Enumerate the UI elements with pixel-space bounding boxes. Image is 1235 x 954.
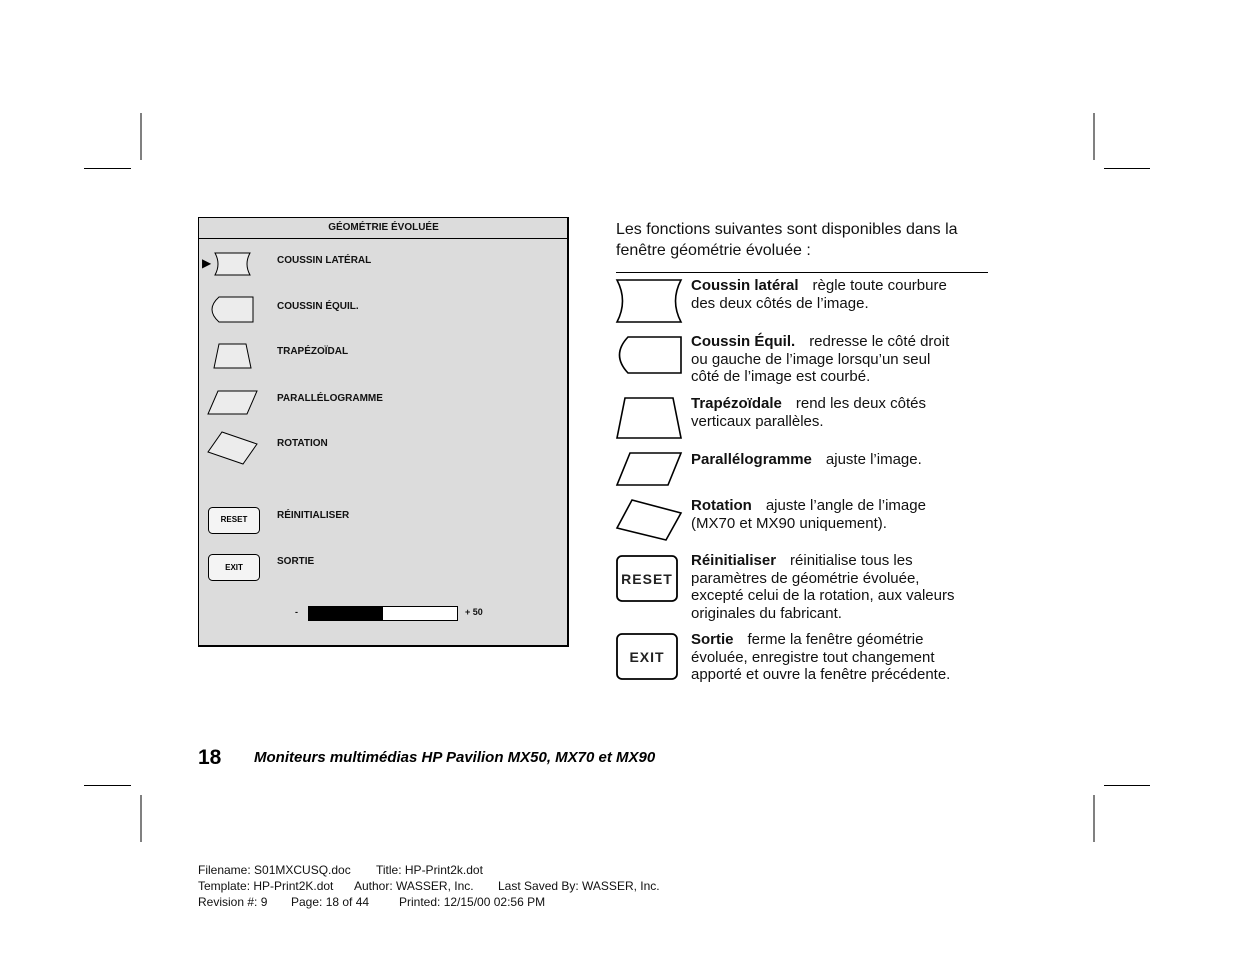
- doc-info-last-saved: Last Saved By: WASSER, Inc.: [498, 879, 660, 893]
- function-description-line: ajuste l’angle de l’image: [765, 497, 926, 514]
- running-title: Moniteurs multimédias HP Pavilion MX50, MX70 et MX90: [254, 749, 656, 766]
- function-trapezoid: [691, 395, 926, 430]
- function-description-line: verticaux parallèles.: [691, 412, 824, 430]
- doc-info-author: Author: WASSER, Inc.: [354, 879, 474, 893]
- osd-item-exit-label: SORTIE: [277, 556, 315, 567]
- selected-item-arrow-icon: ▶: [202, 256, 212, 270]
- function-description-line: des deux côtés de l’image.: [691, 294, 869, 312]
- function-description-line: paramètres de géométrie évoluée,: [691, 569, 920, 587]
- osd-reset-button: [209, 508, 260, 534]
- osd-slider-fill: [309, 607, 384, 621]
- function-term: Sortie: [691, 631, 734, 648]
- osd-item-reset-label: RÉINITIALISER: [277, 510, 350, 521]
- function-exit: [691, 631, 950, 684]
- parallelogram-icon: [208, 391, 257, 414]
- osd-item-pin-balance-label: COUSSIN ÉQUIL.: [277, 301, 359, 312]
- intro-line-2: fenêtre géométrie évoluée :: [616, 242, 811, 259]
- function-term: Rotation: [691, 497, 752, 514]
- trapezoid-icon: [617, 398, 681, 438]
- function-description-line: ferme la fenêtre géométrie: [747, 631, 924, 648]
- function-parallelogram: [691, 451, 922, 469]
- function-description-line: apporté et ouvre la fenêtre précédente.: [691, 666, 951, 683]
- function-rotation: [691, 497, 926, 532]
- function-term: Coussin latéral: [691, 277, 799, 294]
- trapezoid-icon: [214, 344, 251, 368]
- function-pincushion: [691, 277, 947, 312]
- function-description-line: originales du fabricant.: [691, 604, 842, 622]
- doc-info-title: Title: HP-Print2k.dot: [376, 863, 483, 877]
- pin-balance-icon: [620, 337, 682, 373]
- function-term: Trapézoïdale: [691, 395, 782, 412]
- function-description-line: redresse le côté droit: [809, 333, 950, 350]
- page-number: 18: [198, 746, 222, 769]
- function-reset: [691, 552, 955, 622]
- osd-slider: [309, 607, 458, 621]
- function-term: Réinitialiser: [691, 552, 777, 569]
- rotation-icon: [617, 500, 681, 540]
- osd-item-parallelogram-label: PARALLÉLOGRAMME: [277, 393, 383, 404]
- intro-line-1: Les fonctions suivantes sont disponibles dans la: [616, 221, 958, 238]
- doc-info-template: Template: HP-Print2K.dot: [198, 879, 334, 893]
- doc-info-printed: Printed: 12/15/00 02:56 PM: [399, 895, 546, 909]
- exit-button-label: EXIT: [629, 649, 665, 665]
- osd-reset-button-label: RESET: [220, 515, 248, 524]
- function-description-line: (MX70 et MX90 uniquement).: [691, 514, 887, 532]
- osd-slider-min-label: -: [295, 607, 298, 617]
- pincushion-icon: [215, 253, 250, 275]
- rotation-icon: [208, 432, 257, 464]
- doc-info-filename: Filename: S01MXCUSQ.doc: [198, 863, 351, 877]
- reset-button-label: RESET: [621, 571, 673, 587]
- pincushion-icon: [617, 280, 681, 322]
- function-pin-balance: [691, 333, 949, 386]
- osd-item-pincushion-label: COUSSIN LATÉRAL: [277, 255, 372, 266]
- pin-balance-icon: [212, 297, 253, 322]
- function-description-line: excepté celui de la rotation, aux valeurs: [691, 587, 955, 604]
- osd-exit-button-label: EXIT: [225, 563, 243, 572]
- parallelogram-icon: [617, 453, 681, 485]
- osd-title: GÉOMÉTRIE ÉVOLUÉE: [328, 222, 439, 233]
- function-term: Parallélogramme: [691, 451, 812, 468]
- function-description-line: côté de l’image est courbé.: [691, 368, 871, 385]
- osd-item-trapezoid-label: TRAPÉZOÏDAL: [277, 346, 349, 357]
- function-description-line: ou gauche de l’image lorsqu’un seul: [691, 350, 931, 368]
- osd-exit-button: [209, 555, 260, 581]
- exit-button-illustration: [617, 634, 677, 679]
- osd-slider-value-label: + 50: [465, 607, 483, 617]
- function-description-line: réinitialise tous les: [790, 552, 913, 569]
- function-description-line: règle toute courbure: [812, 277, 947, 294]
- function-description-line: ajuste l’image.: [825, 451, 922, 468]
- function-description-line: rend les deux côtés: [795, 395, 926, 412]
- function-term: Coussin Équil.: [691, 333, 796, 350]
- doc-info-page: Page: 18 of 44: [291, 895, 370, 909]
- doc-info-revision: Revision #: 9: [198, 895, 268, 909]
- osd-item-rotation-label: ROTATION: [277, 438, 328, 449]
- reset-button-illustration: [617, 556, 677, 601]
- function-description-line: évoluée, enregistre tout changement: [691, 648, 935, 666]
